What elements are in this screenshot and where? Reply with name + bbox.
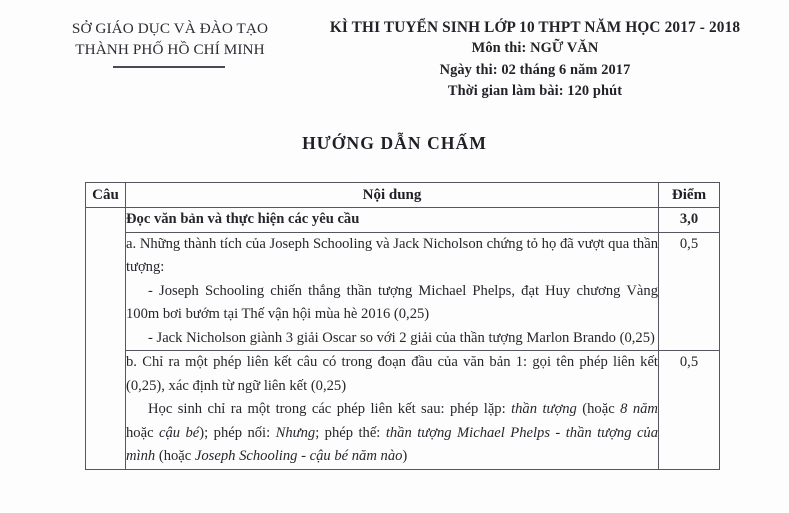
emphasis-text: thần tượng Michael Phelps - thần tượng của mình	[126, 424, 659, 464]
content-paragraph	[126, 327, 658, 351]
text-run: Đọc văn bản và thực hiện các yêu cầu	[126, 211, 360, 227]
table-header-row	[86, 183, 720, 208]
exam-duration: Thời gian làm bài: 120 phút	[447, 83, 623, 99]
issuer-underline-rule	[113, 66, 225, 68]
cell-cau	[86, 208, 126, 470]
text-run: ; phép thế:	[315, 424, 386, 441]
issuer-line-2: THÀNH PHỐ HỒ CHÍ MINH	[75, 41, 265, 58]
text-run: (hoặc	[155, 448, 195, 464]
text-run: )	[402, 448, 408, 464]
cell-noi-dung	[126, 351, 659, 470]
exam-title: KÌ THI TUYỂN SINH LỚP 10 THPT NĂM HỌC 2017 - 2018	[329, 19, 741, 36]
cell-diem: 0,5	[659, 232, 720, 351]
text-run: a. Những thành tích của Joseph Schooling và Jack Nicholson chứng tỏ họ đã vượt qua thần tượng:	[126, 235, 658, 275]
cell-diem: 0,5	[659, 351, 720, 470]
table-row	[86, 232, 720, 351]
emphasis-text: Joseph Schooling - cậu bé năm nào	[194, 448, 403, 464]
text-run: b. Chỉ ra một phép liên kết câu có trong đoạn đầu của văn bản 1: gọi tên phép liên kết (0,25), xác định từ ngữ liên kết (0,25)	[126, 354, 658, 394]
content-paragraph	[126, 233, 658, 280]
issuing-authority	[40, 18, 300, 62]
document-header	[0, 0, 789, 118]
text-run: Học sinh chỉ ra một trong các phép liên kết sau: phép lặp:	[148, 401, 512, 417]
cell-diem: 3,0	[659, 208, 720, 233]
exam-info-block	[300, 18, 770, 103]
text-run: hoặc	[126, 424, 159, 441]
grading-guide-table	[85, 182, 720, 470]
exam-date: Ngày thi: 02 tháng 6 năm 2017	[439, 61, 631, 78]
content-paragraph	[126, 351, 658, 398]
table-row	[86, 208, 720, 233]
cell-noi-dung	[126, 232, 659, 351]
table-header	[86, 183, 720, 208]
cell-noi-dung	[126, 208, 659, 233]
issuer-line-1: SỞ GIÁO DỤC VÀ ĐÀO TẠO	[71, 20, 269, 37]
exam-subject: Môn thi: NGỮ VĂN	[471, 40, 599, 56]
text-run: - Joseph Schooling chiến thắng thần tượng Michael Phelps, đạt Huy chương Vàng 100m bơi bướm tại Thế vận hội mùa hè 2016 (0,25)	[126, 282, 658, 322]
page-title: HƯỚNG DẪN CHẤM	[302, 133, 487, 153]
column-header-cau: Câu	[86, 183, 126, 208]
emphasis-text: thần tượng	[511, 401, 577, 417]
text-run: (hoặc	[576, 401, 621, 417]
column-header-noi-dung: Nội dung	[126, 183, 659, 208]
text-run: - Jack Nicholson giành 3 giải Oscar so với 2 giải của thần tượng Marlon Brando (0,25)	[148, 329, 655, 346]
content-paragraph	[126, 398, 658, 469]
content-paragraph	[126, 208, 658, 232]
text-run: ); phép nối:	[199, 424, 276, 441]
table-row	[86, 351, 720, 470]
emphasis-text: 8 năm	[620, 401, 658, 417]
emphasis-text: Nhưng	[275, 424, 316, 441]
table-body	[86, 208, 720, 470]
column-header-diem: Điểm	[659, 183, 720, 208]
content-paragraph	[126, 280, 658, 327]
emphasis-text: cậu bé	[159, 424, 200, 441]
